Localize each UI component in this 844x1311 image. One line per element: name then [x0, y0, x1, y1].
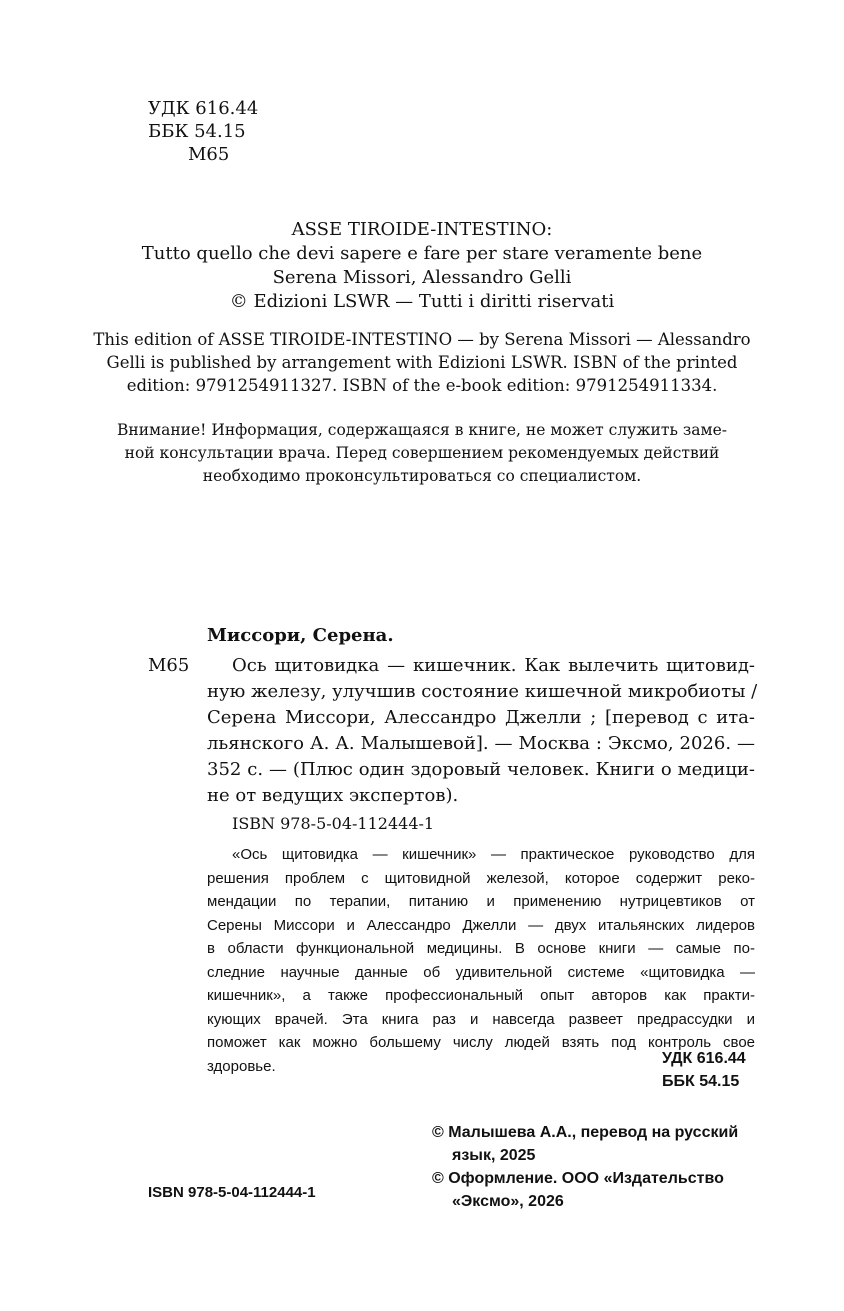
edition-note-line: This edition of ASSE TIROIDE-INTESTINO — by Serena Missori — Alessandro	[93, 330, 751, 349]
warning-line: ной консультации врача. Перед совершением рекомендуемых действий	[124, 444, 720, 462]
annotation-line: «Ось щитовидка — кишечник» — практическое руководство для	[232, 846, 755, 863]
annotation-line: мендации по терапии, питанию и применению нутрицевтиков от	[207, 893, 755, 910]
annotation-line: кующих врачей. Эта книга раз и навсегда развеет предрассудки и	[207, 1010, 755, 1028]
copyright-notices	[432, 1121, 762, 1213]
isbn-footer: ISBN 978-5-04-112444-1	[148, 1184, 316, 1201]
bibliographic-description	[207, 653, 758, 809]
annotation-line: в области функциональной медицины. В основе книги — самые по-	[207, 940, 755, 957]
cutter-code: М65	[188, 144, 230, 165]
annotation	[207, 843, 755, 1078]
classification-block-bottom	[662, 1047, 746, 1093]
udk-code: УДК 616.44	[148, 98, 259, 119]
annotation-line: поможет как можно большему числу людей взять под контроль свое	[207, 1034, 755, 1051]
annotation-line: следние научные данные об удивительной системе «щитовидка —	[207, 963, 755, 981]
warning-line: необходимо проконсультироваться со специалистом.	[202, 467, 642, 485]
bbk-code: ББК 54.15	[662, 1073, 740, 1090]
annotation-line: здоровье.	[207, 1057, 276, 1075]
annotation-line: решения проблем с щитовидной железой, которое содержит реко-	[207, 869, 755, 887]
translation-copyright-cont: язык, 2025	[452, 1147, 536, 1164]
isbn-main: ISBN 978-5-04-112444-1	[232, 814, 435, 833]
bibliographic-cutter: М65	[148, 655, 190, 676]
classification-block-top	[148, 97, 258, 166]
original-subtitle: Tutto quello che devi sapere e fare per stare veramente bene	[141, 243, 703, 264]
annotation-line: Серены Миссори и Алессандро Джелли — двух итальянских лидеров	[207, 916, 755, 934]
description-line: Ось щитовидка — кишечник. Как вылечить щитовид-	[232, 655, 755, 676]
medical-warning	[0, 419, 844, 488]
description-line: не от ведущих экспертов).	[207, 785, 459, 806]
edition-note	[0, 328, 844, 397]
original-edition-credits	[0, 218, 844, 314]
description-line: льянского А. А. Малышевой]. — Москва : Эксмо, 2026. —	[207, 733, 755, 754]
description-line: ную железу, улучшив состояние кишечной микробиоты /	[207, 681, 758, 702]
design-copyright-cont: «Эксмо», 2026	[452, 1193, 564, 1210]
edition-note-line: edition: 9791254911327. ISBN of the e-book edition: 9791254911334.	[126, 376, 718, 395]
design-copyright: © Оформление. ООО «Издательство	[432, 1170, 724, 1187]
udk-code: УДК 616.44	[662, 1050, 746, 1067]
original-title: ASSE TIROIDE-INTESTINO:	[291, 219, 553, 240]
description-line: 352 с. — (Плюс один здоровый человек. Книги о медици-	[207, 759, 755, 780]
translation-copyright: © Малышева А.А., перевод на русский	[432, 1124, 739, 1141]
warning-line: Внимание! Информация, содержащаяся в книге, не может служить заме-	[116, 421, 727, 439]
annotation-line: кишечник», а также профессиональный опыт авторов как практи-	[207, 987, 755, 1004]
bbk-code: ББК 54.15	[148, 121, 246, 142]
edition-note-line: Gelli is published by arrangement with Edizioni LSWR. ISBN of the printed	[106, 353, 738, 372]
description-line: Серена Миссори, Алессандро Джелли ; [перевод с ита-	[207, 707, 755, 728]
author-heading: Миссори, Серена.	[207, 625, 394, 646]
original-authors: Serena Missori, Alessandro Gelli	[272, 267, 572, 288]
original-copyright: © Edizioni LSWR — Tutti i diritti riservati	[229, 291, 615, 312]
